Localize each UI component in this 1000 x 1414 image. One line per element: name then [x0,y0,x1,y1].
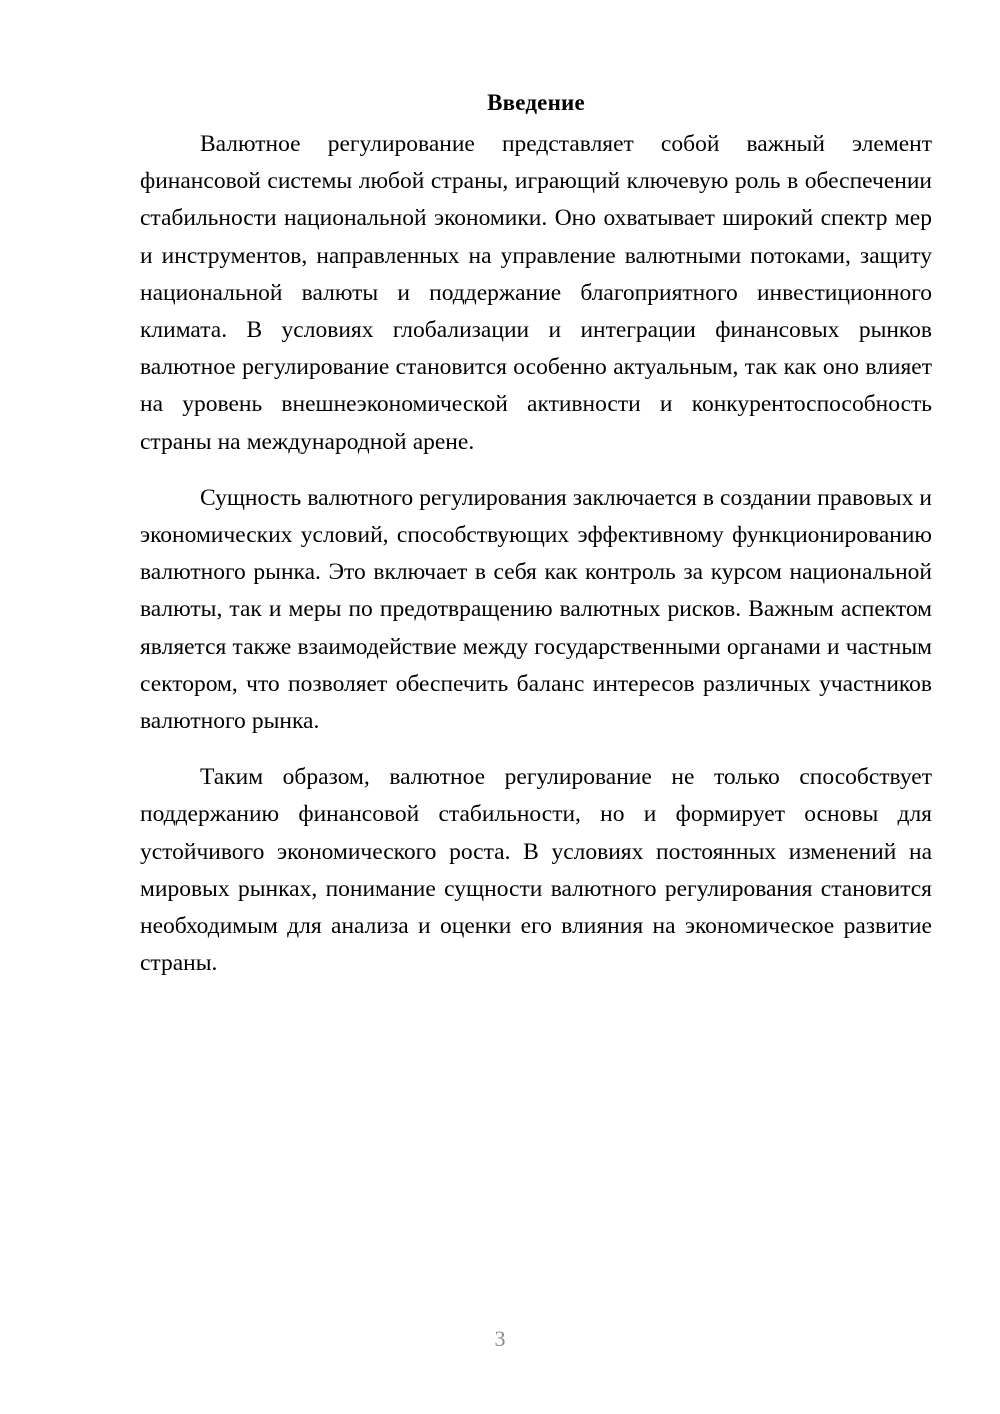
page-number: 3 [494,1326,506,1351]
body-paragraph-3: Таким образом, валютное регулирование не только способствует поддержанию финансовой стабильности, но и формирует основы для устойчивого экономического роста. В условиях постоянных изменений на мировых рынках, понимание сущности валютного регулирования становится необходимым для анализа и оценки его влияния на экономическое развитие страны. [140,764,932,977]
body-paragraph-2: Сущность валютного регулирования заключается в создании правовых и экономических условий, способствующих эффективному функционированию валютного рынка. Это включает в себя как контроль за курсом национальной валюты, так и меры по предотвращению валютных рисков. Важным аспектом является также взаимодействие между государственными органами и частным сектором, что позволяет обеспечить баланс интересов различных участников валютного рынка. [140,484,932,735]
page-title: Введение [487,90,585,115]
page-content-area [140,88,932,982]
body-paragraph-1: Валютное регулирование представляет собой важный элемент финансовой системы любой страны, играющий ключевую роль в обеспечении стабильности национальной экономики. Оно охватывает широкий спектр мер и инструментов, направленных на управление валютными потоками, защиту национальной валюты и поддержание благоприятного инвестиционного климата. В условиях глобализации и интеграции финансовых рынков валютное регулирование становится особенно актуальным, так как оно влияет на уровень внешнеэкономической активности и конкурентоспособность страны на международной арене. [140,131,932,455]
